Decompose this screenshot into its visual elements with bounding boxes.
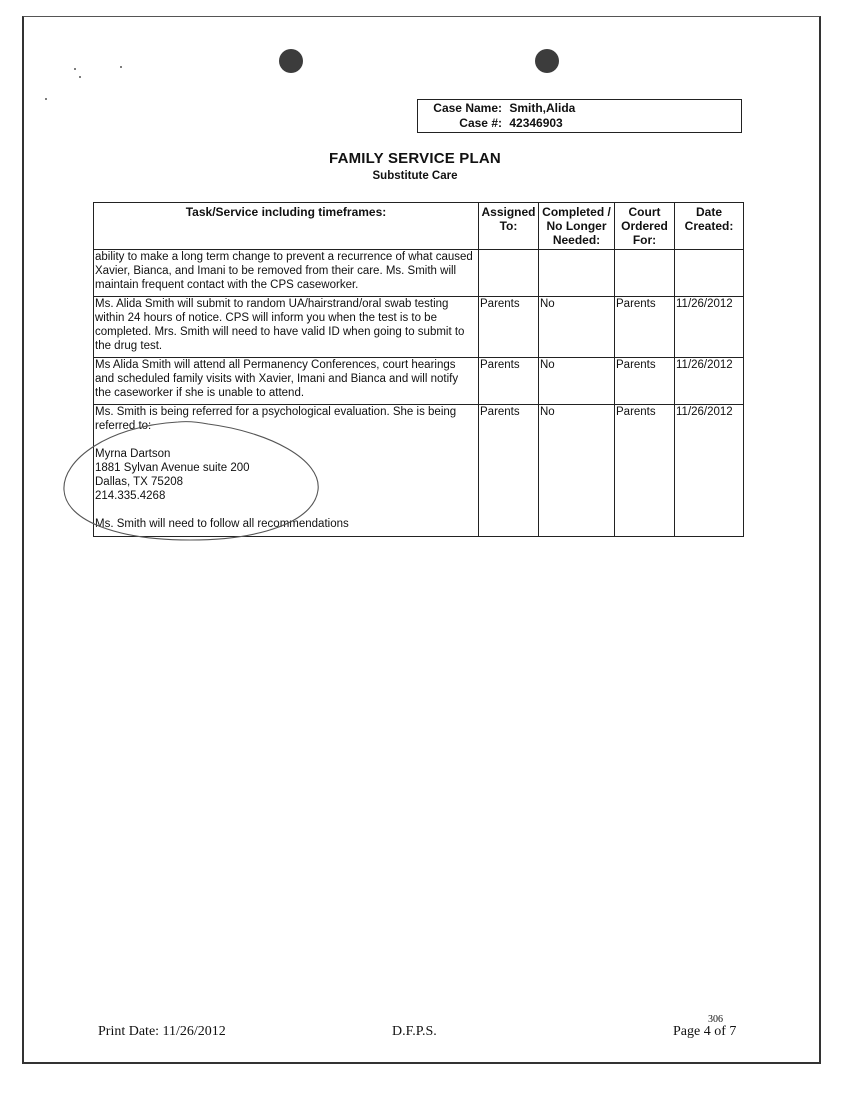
task-cell: Ms. Alida Smith will submit to random UA/hairstrand/oral swab testing within 24 hours of notice. CPS will inform you when the test is to be completed. Mrs. Smith will need to have valid ID when going to submit to the drug test. xyxy=(94,297,479,358)
table-row xyxy=(94,358,744,405)
date-created-cell xyxy=(675,250,744,297)
column-header-court-ordered: Court Ordered For: xyxy=(615,203,675,250)
scan-speck xyxy=(45,98,47,100)
scan-speck xyxy=(74,68,76,70)
completed-cell: No xyxy=(539,405,615,537)
completed-cell: No xyxy=(539,297,615,358)
column-header-completed: Completed / No Longer Needed: xyxy=(539,203,615,250)
table-row xyxy=(94,405,744,537)
table-row xyxy=(94,250,744,297)
court-ordered-cell xyxy=(615,250,675,297)
case-name-label: Case Name: xyxy=(433,101,502,115)
table-row xyxy=(94,297,744,358)
table-header-row xyxy=(94,203,744,250)
date-created-cell: 11/26/2012 xyxy=(675,358,744,405)
assigned-cell: Parents xyxy=(479,358,539,405)
assigned-cell: Parents xyxy=(479,297,539,358)
agency-name: D.F.P.S. xyxy=(392,1024,437,1039)
court-ordered-cell: Parents xyxy=(615,405,675,537)
case-number-label: Case #: xyxy=(459,116,502,130)
document-subtitle: Substitute Care xyxy=(372,170,458,182)
task-cell: Ms. Smith is being referred for a psychological evaluation. She is being referred to: Myrna Dartson 1881 Sylvan Avenue suite 200 Dallas, TX 75208 214.335.4268 Ms. Smith will need to follow all recommendations xyxy=(94,405,479,537)
document-title: FAMILY SERVICE PLAN xyxy=(329,150,501,167)
case-name-value: Smith,Alida xyxy=(509,101,576,115)
case-info-box xyxy=(417,99,742,133)
print-date: Print Date: 11/26/2012 xyxy=(98,1024,226,1039)
task-cell: Ms Alida Smith will attend all Permanency Conferences, court hearings and scheduled family visits with Xavier, Imani and Bianca and will notify the caseworker if she is unable to attend. xyxy=(94,358,479,405)
assigned-cell xyxy=(479,250,539,297)
column-header-task: Task/Service including timeframes: xyxy=(94,203,479,250)
court-ordered-cell: Parents xyxy=(615,297,675,358)
scan-speck xyxy=(79,76,81,78)
date-created-cell: 11/26/2012 xyxy=(675,405,744,537)
case-number-value: 42346903 xyxy=(509,116,563,130)
page-number: Page 4 of 7 xyxy=(673,1024,737,1039)
column-header-assigned: Assigned To: xyxy=(479,203,539,250)
court-ordered-cell: Parents xyxy=(615,358,675,405)
service-plan-table xyxy=(93,202,744,537)
punch-hole-right xyxy=(535,49,559,73)
date-created-cell: 11/26/2012 xyxy=(675,297,744,358)
assigned-cell: Parents xyxy=(479,405,539,537)
completed-cell: No xyxy=(539,358,615,405)
completed-cell xyxy=(539,250,615,297)
task-cell: ability to make a long term change to prevent a recurrence of what caused Xavier, Bianca, and Imani to be removed from their care. Ms. Smith will maintain frequent contact with the CPS caseworker. xyxy=(94,250,479,297)
column-header-date-created: Date Created: xyxy=(675,203,744,250)
bates-number: 306 xyxy=(708,1014,723,1025)
scan-speck xyxy=(120,66,122,68)
punch-hole-left xyxy=(279,49,303,73)
